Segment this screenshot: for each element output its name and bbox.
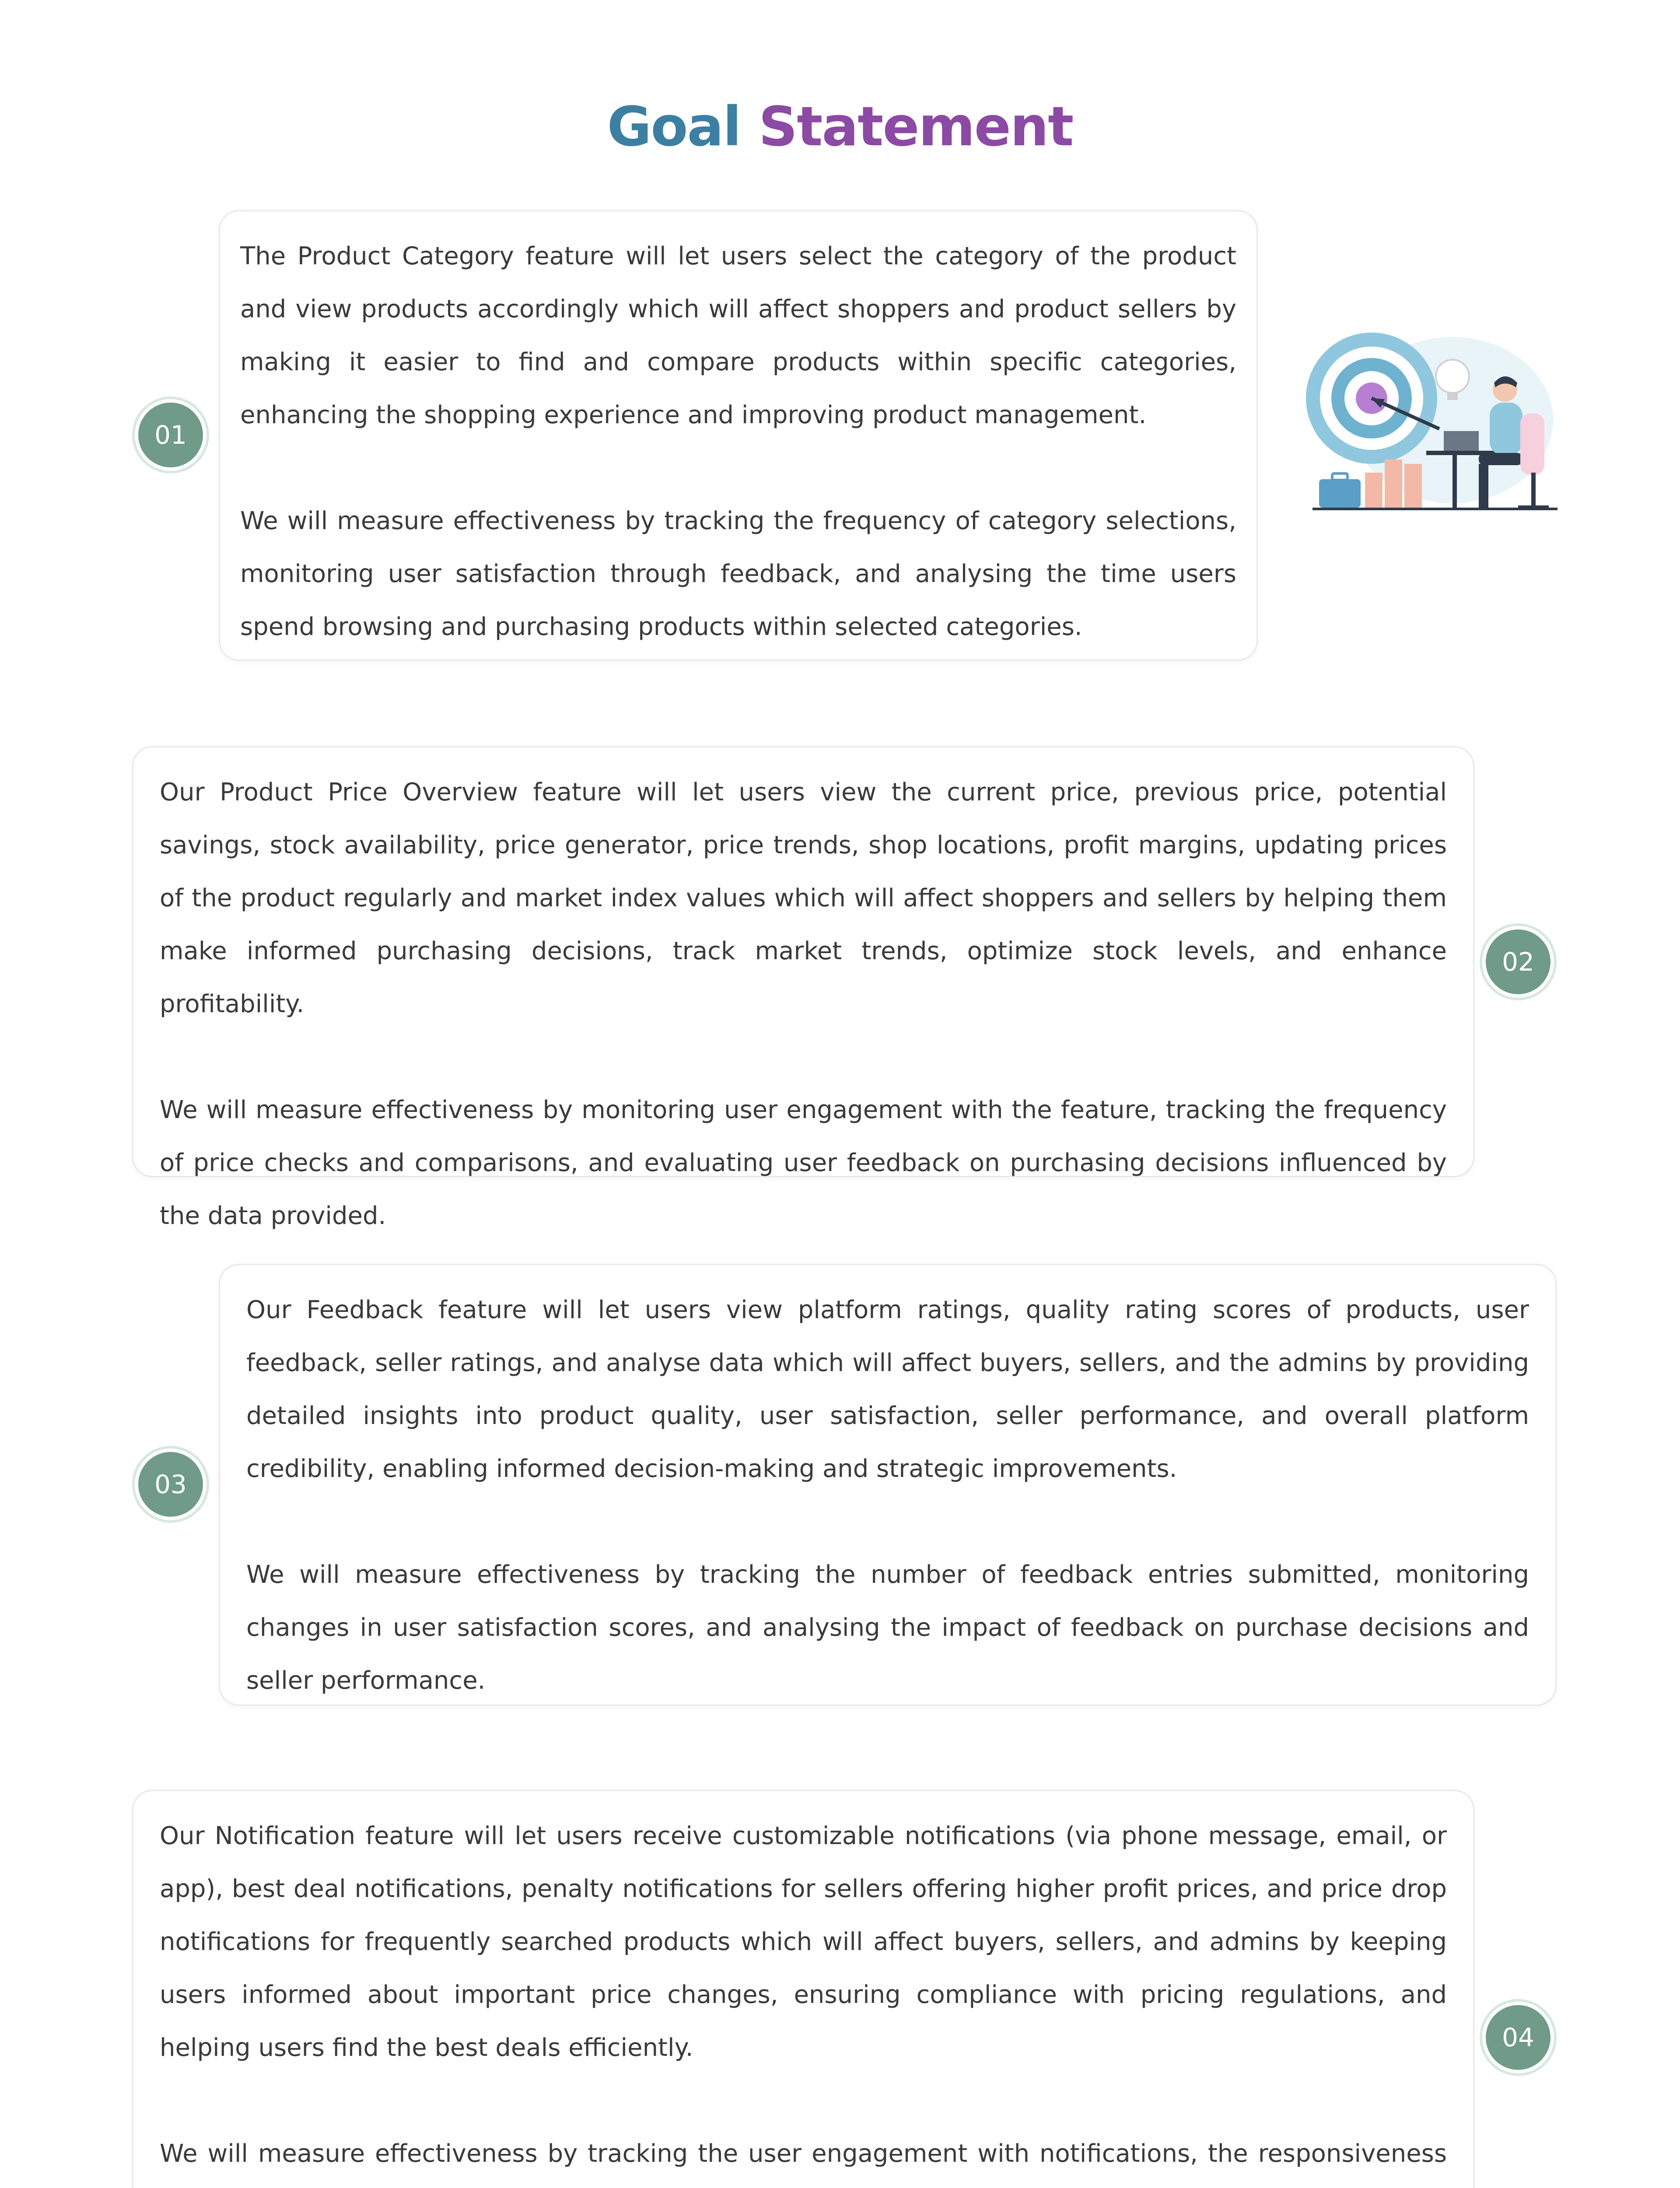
goal-description: The Product Category feature will let users select the category of the product and view products accordingly which will affect shoppers and product sellers by making it easier to find and compare products within specific categories, enhancing the shopping experience and improving product management. <box>240 242 1236 429</box>
goal-number: 04 <box>1486 2005 1550 2070</box>
goal-number: 02 <box>1486 929 1550 994</box>
goal-badge-03 <box>132 1446 209 1523</box>
goal-number: 03 <box>138 1452 203 1517</box>
goal-description: Our Product Price Overview feature will let users view the current price, previous price, potential savings, stock availability, price generator, price trends, shop locations, profit margins, updating prices of the product regularly and market index values which will affect shoppers and sellers by helping them make informed purchasing decisions, track market trends, optimize stock levels, and enhance profitability. <box>160 778 1447 1018</box>
goal-card-02 <box>132 746 1474 1230</box>
goal-badge-01 <box>132 396 209 473</box>
goal-card-03 <box>219 1264 1557 1706</box>
page-title <box>0 92 1680 162</box>
goal-measurement: We will measure effectiveness by monitoring user engagement with the feature, tracking the frequency of price checks and comparisons, and evaluating user feedback on purchasing decisions influenced by the data provided. <box>160 1096 1447 1230</box>
goal-badge-04 <box>1480 1999 1557 2076</box>
goal-measurement: We will measure effectiveness by tracking the frequency of category selections, monitoring user satisfaction through feedback, and analysing the time users spend browsing and purchasing products within selected categories. <box>240 507 1236 641</box>
goal-badge-02 <box>1480 923 1557 1000</box>
goal-number: 01 <box>138 403 203 467</box>
goal-measurement: We will measure effectiveness by tracking the user engagement with notifications, the responsiveness <box>160 2139 1447 2168</box>
goal-card-04 <box>132 1790 1474 2188</box>
goal-description: Our Notification feature will let users receive customizable notifications (via phone message, email, or app), best deal notifications, penalty notifications for sellers offering higher profit prices, and price drop notifications for frequently searched products which will affect buyers, sellers, and admins by keeping users informed about important price changes, ensuring compliance with pricing regulations, and helping users find the best deals efficiently. <box>160 1822 1447 2062</box>
goal-measurement: We will measure effectiveness by tracking the number of feedback entries submitted, monitoring changes in user satisfaction scores, and analysing the impact of feedback on purchase decisions and seller performance. <box>246 1560 1529 1695</box>
title-word-goal: Goal <box>607 95 741 158</box>
title-word-statement: Statement <box>758 95 1073 158</box>
goal-card-01 <box>219 210 1258 661</box>
goal-description: Our Feedback feature will let users view platform ratings, quality rating scores of products, user feedback, seller ratings, and analyse data which will affect buyers, sellers, and the admins by providing detailed insights into product quality, user satisfaction, seller performance, and overall platform credibility, enabling informed decision-making and strategic improvements. <box>246 1296 1529 1483</box>
target-analyst-illustration <box>1295 333 1566 534</box>
